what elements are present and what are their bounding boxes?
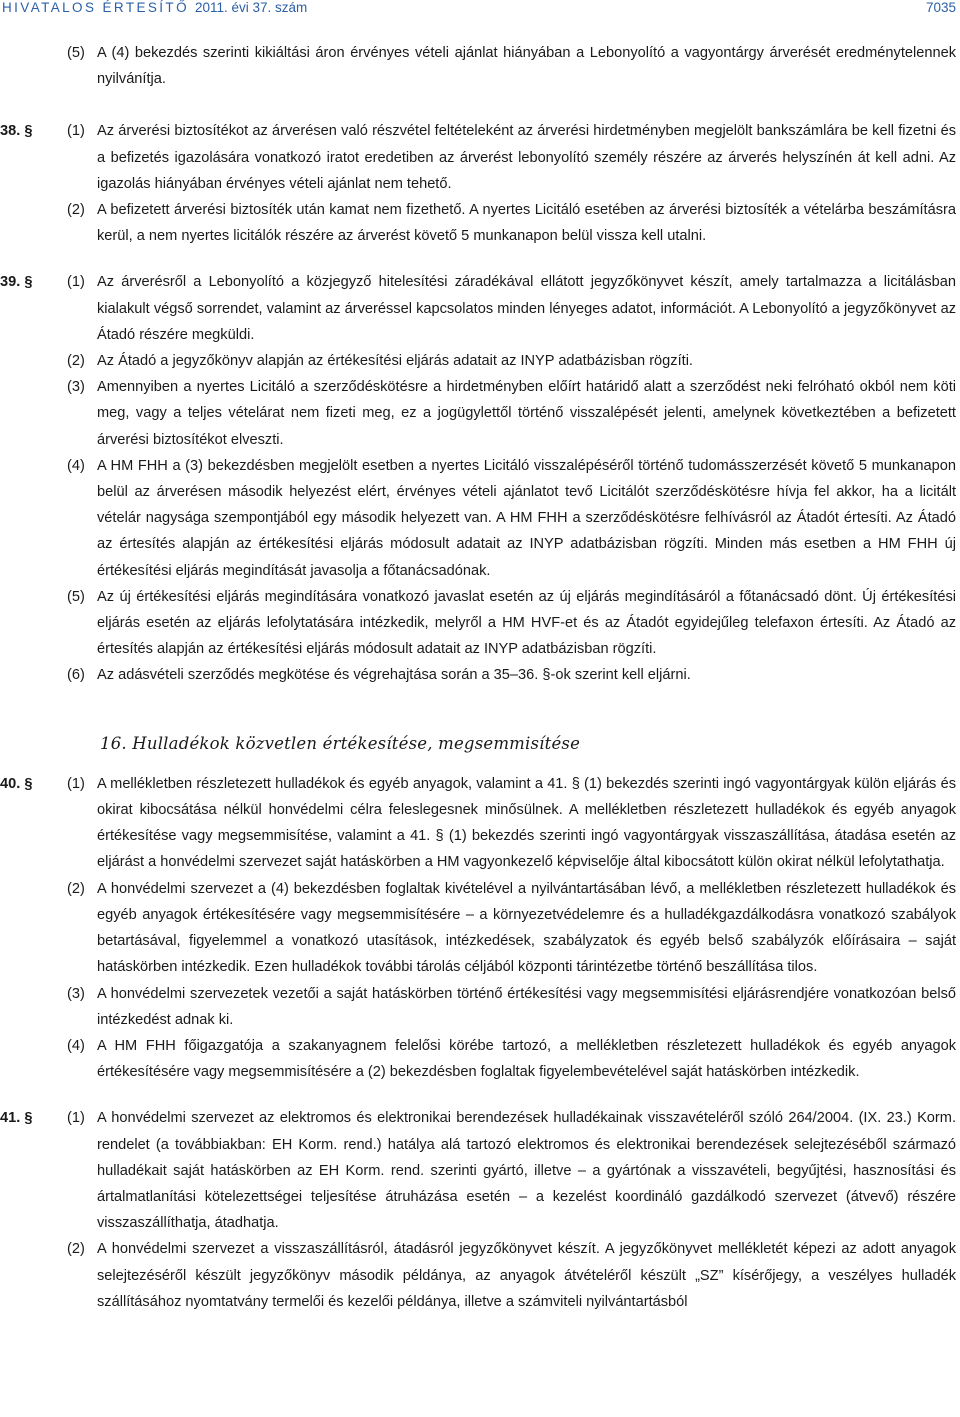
header-publication bbox=[2, 0, 307, 15]
paragraph bbox=[0, 269, 960, 348]
paragraph bbox=[0, 1105, 960, 1236]
paragraph-number: (4) bbox=[67, 457, 85, 474]
paragraph-text: A mellékletben részletezett hulladékok és egyéb anyagok, valamint a 41. § (1) bekezdés szerinti ingó vagyontárgyak külön eljárás és okirat kibocsátása nélkül honvédelmi célra feleslegesnek minősülnek. A mellékletben részletezett hulladékok és egyéb anyagok értékesítése vagy megsemmisítése, valamint a 41. § (1) bekezdés szerinti ingó vagyontárgyak visszaszállítása, átadása esetén az eljárást a honvédelmi szervezet saját hatáskörben a HM vagyonkezelő képviselője által kibocsátott külön okirat nélkül lefolytathatja. bbox=[97, 775, 956, 871]
chapter-heading: 16. Hulladékok közvetlen értékesítése, megsemmisítése bbox=[100, 733, 581, 753]
paragraph-number: (2) bbox=[67, 1241, 85, 1258]
issue-label: 2011. évi 37. szám bbox=[194, 0, 308, 15]
paragraph-text: A honvédelmi szervezet a visszaszállításról, átadásról jegyzőkönyvet készít. A jegyzőkönyvet mellékletét képezi az adott anyagok selejtezéséről készült jegyzőkönyv második példánya, az anyagok átvételéről készült „SZ” kísérőjegy, a veszélyes hulladék szállításához nyomtatvány termelői és kezelői példánya, illetve a számviteli nyilvántartásból bbox=[97, 1241, 956, 1310]
paragraph-number: (2) bbox=[67, 880, 85, 897]
paragraph-text: Az adásvételi szerződés megkötése és végrehajtása során a 35–36. §-ok szerint kell eljárni. bbox=[97, 667, 691, 684]
paragraph-number: (1) bbox=[67, 775, 85, 792]
paragraph bbox=[0, 981, 960, 1033]
paragraph bbox=[0, 1033, 960, 1085]
paragraph-number: (1) bbox=[67, 1110, 85, 1127]
paragraph bbox=[0, 662, 960, 688]
section-39 bbox=[0, 269, 960, 688]
paragraph-text: A honvédelmi szervezetek vezetői a saját hatáskörben történő értékesítési vagy megsemmisítési eljárásrendjére vonatkozóan belső intézkedést adnak ki. bbox=[97, 985, 956, 1028]
section-number: 39. § bbox=[0, 274, 33, 291]
paragraph bbox=[0, 374, 960, 453]
paragraph-text: A HM FHH főigazgatója a szakanyagnem felelősi körébe tartozó, a mellékletben részletezett hulladékok és egyéb anyagok értékesítésére vagy megsemmisítésére a (2) bekezdésben foglaltak figyelembevételével saját hatáskörben intézkedik. bbox=[97, 1037, 956, 1081]
paragraph bbox=[0, 453, 960, 584]
paragraph-number: (3) bbox=[67, 379, 85, 396]
section-40 bbox=[0, 771, 960, 1085]
paragraph-text: Az új értékesítési eljárás megindítására vonatkozó javaslat esetén az új eljárás megindításáról a főtanácsadó dönt. Új értékesítési eljárás esetén az eljárás lefolytatására intézkedik, melyről a HM HVF-et és az Átadót egyidejűleg telefaxon értesíti. Az Átadó az értesítés alapján az értékesítési eljárás módosult adatait az INYP adatbázisban rögzíti. bbox=[97, 588, 956, 658]
section-41 bbox=[0, 1105, 960, 1315]
page-number: 7035 bbox=[925, 0, 956, 15]
paragraph-number: (3) bbox=[67, 985, 85, 1002]
document-body bbox=[0, 40, 960, 1315]
section-number: 38. § bbox=[0, 123, 33, 140]
paragraph bbox=[0, 1236, 960, 1315]
paragraph-number: (4) bbox=[67, 1037, 85, 1054]
section-number: 41. § bbox=[0, 1110, 33, 1127]
paragraph bbox=[0, 40, 960, 92]
paragraph bbox=[0, 348, 960, 374]
paragraph-text: A honvédelmi szervezet a (4) bekezdésben foglaltak kivételével a nyilvántartásában lévő, a mellékletben részletezett hulladékok és egyéb anyagok értékesítésére vagy megsemmisítésére – a környezetvédelemre és a hulladékgazdálkodásra vonatkozó szabályok betartásával, figyelemmel a vonatkozó utasítások, intézkedések, szabályzatok és egyéb belső szabályzók előírásaira – saját hatáskörben intézkedik. Ezen hulladékok további tárolás céljából központi tárintézetbe történő beszállítása tilos. bbox=[97, 880, 956, 976]
paragraph bbox=[0, 197, 960, 249]
paragraph bbox=[0, 118, 960, 197]
running-header bbox=[0, 0, 960, 22]
paragraph-text: A HM FHH a (3) bekezdésben megjelölt esetben a nyertes Licitáló visszalépéséről történő tudomásszerzését követő 5 munkanapon belül az árverésen második helyezést elért, érvényes vételi ajánlatot tevő Licitálót szerződéskötésre hívja fel akkor, ha a licitált vételár nagysága szempontjából egy második helyezett van. A HM FHH a szerződéskötésre felhívásról az Átadót értesíti. Az Átadó az értesítés alapján az értékesítési eljárás módosult adatait az INYP adatbázisban rögzíti. Minden más esetben a HM FHH új értékesítési eljárás megindítását javasolja a főtanácsadónak. bbox=[97, 457, 956, 579]
paragraph-text: Az árverésről a Lebonyolító a közjegyző hitelesítési záradékával ellátott jegyzőkönyvet készít, amely tartalmazza a licitálásban kialakult végső sorrendet, valamint az árveréssel kapcsolatos minden lényeges adatot, információt. A Lebonyolító a jegyzőkönyvet az Átadó részére megküldi. bbox=[97, 274, 956, 343]
paragraph-text: A honvédelmi szervezet az elektromos és elektronikai berendezések hulladékainak visszavételéről szóló 264/2004. (IX. 23.) Korm. rendelet (a továbbiakban: EH Korm. rend.) hatálya alá tartozó elektromos és elektronikai berendezések selejtezéséből származó hulladékait saját hatáskörben az EH Korm. rend. szerinti gyártó, illetve – a gyártónak a visszavételi, begyűjtési, hasznosítási és ártalmatlanítási kötelezettségei teljesítése átruházása esetén – a kezelést koordináló gazdálkodó szervezet (átvevő) részére visszaszállíthatja, átadhatja. bbox=[97, 1110, 956, 1232]
paragraph-text: Az árverési biztosítékot az árverésen való részvétel feltételeként az árverési hirdetményben megjelölt bankszámlára be kell fizetni és a befizetés igazolására vonatkozó iratot eredetiben az árverést lebonyolító személy részére az árverés helyszínén át kell adni. Az igazolás hiányában érvényes vételi ajánlat nem tehető. bbox=[97, 123, 956, 192]
publication-title: HIVATALOS ÉRTESÍTŐ bbox=[2, 0, 189, 15]
paragraph-number: (2) bbox=[67, 202, 85, 219]
paragraph-number: (1) bbox=[67, 123, 85, 140]
paragraph-number: (6) bbox=[67, 667, 85, 684]
paragraph-text: Amennyiben a nyertes Licitáló a szerződéskötésre a hirdetményben előírt határidő alatt a szerződést neki felróható okból nem köti meg, vagy a teljes vételárat nem fizeti meg, ez a jogügylettől történő visszalépését jelenti, amelynek következtében a befizetett árverési biztosítékot elveszti. bbox=[97, 379, 956, 448]
paragraph-text: A (4) bekezdés szerinti kikiáltási áron érvényes vételi ajánlat hiányában a Lebonyolító a vagyontárgy árverését eredménytelennek nyilvánítja. bbox=[97, 45, 956, 88]
paragraph-number: (1) bbox=[67, 274, 85, 291]
paragraph-number: (5) bbox=[67, 45, 85, 61]
paragraph-text: A befizetett árverési biztosíték után kamat nem fizethető. A nyertes Licitáló esetében az árverési biztosíték a vételárba beszámításra kerül, a nem nyertes licitálók részére az árverést követő 5 munkanapon belül vissza kell utalni. bbox=[97, 202, 956, 245]
paragraph-number: (2) bbox=[67, 353, 85, 370]
section-number: 40. § bbox=[0, 775, 33, 792]
paragraph bbox=[0, 584, 960, 663]
section-38 bbox=[0, 118, 960, 249]
paragraph-text: Az Átadó a jegyzőkönyv alapján az értékesítési eljárás adatait az INYP adatbázisban rögzíti. bbox=[97, 353, 693, 370]
paragraph bbox=[0, 771, 960, 876]
paragraph bbox=[0, 876, 960, 981]
paragraph-number: (5) bbox=[67, 588, 85, 605]
